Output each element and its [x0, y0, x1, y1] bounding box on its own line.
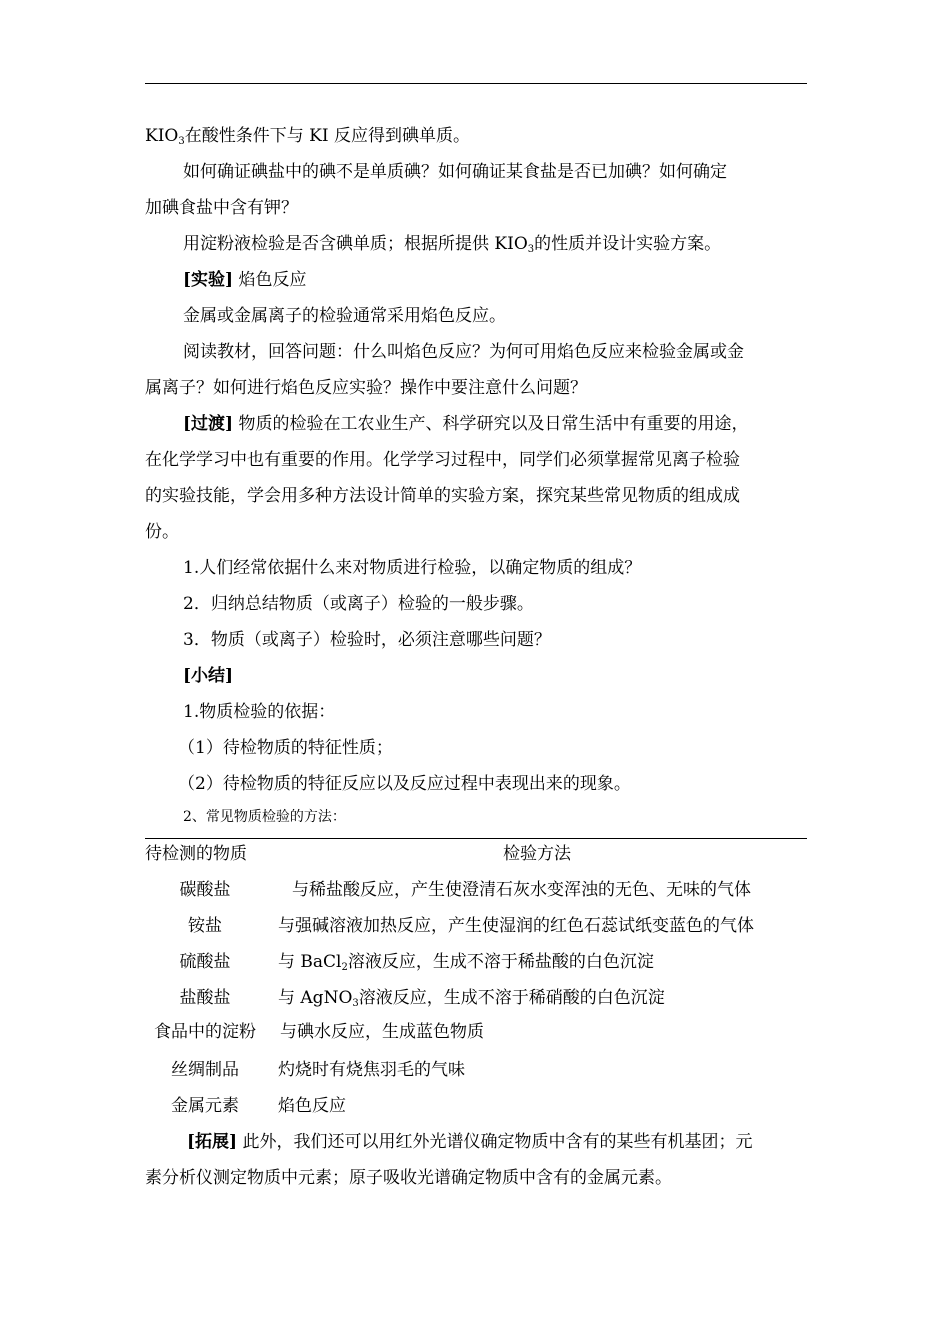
para-reading-line1: 阅读教材，回答问题：什么叫焰色反应？为何可用焰色反应来检验金属或金: [183, 342, 744, 362]
extension-line2: 素分析仪测定物质中元素；原子吸收光谱确定物质中含有的金属元素。: [145, 1168, 672, 1188]
table-row-substance: 碳酸盐: [179, 880, 231, 900]
para-starch-test: 用淀粉液检验是否含碘单质；根据所提供 $KIO_3$的性质并设计实验方案。: [183, 234, 722, 255]
transition-line3: 的实验技能，学会用多种方法设计简单的实验方案，探究某些常见物质的组成成: [145, 486, 740, 506]
para-kio3: $KIO_3$在酸性条件下与 KI 反应得到碘单质。: [145, 126, 470, 147]
table-row-method: 与 AgNO$_3$溶液反应，生成不溶于稀硝酸的白色沉淀: [278, 988, 665, 1009]
para-reading-line2: 属离子？如何进行焰色反应实验？操作中要注意什么问题？: [145, 378, 587, 398]
transition-line1: [过渡] 物质的检验在工农业生产、科学研究以及日常生活中有重要的用途，: [183, 414, 749, 434]
table-row-method: 与强碱溶液加热反应，产生使湿润的红色石蕊试纸变蓝色的气体: [278, 916, 754, 936]
table-row-substance: 铵盐: [188, 916, 222, 936]
table-row-method: 与 BaCl$_2$溶液反应，生成不溶于稀盐酸的白色沉淀: [278, 952, 654, 973]
table-header-substance: 待检测的物质: [145, 844, 247, 864]
basis-title: 1.物质检验的依据：: [183, 702, 336, 722]
para-flame-intro: 金属或金属离子的检验通常采用焰色反应。: [183, 306, 506, 326]
summary-heading: [小结]: [183, 666, 234, 686]
table-row-substance: 食品中的淀粉: [154, 1022, 256, 1042]
extension-line1: [拓展] 此外，我们还可以用红外光谱仪确定物质中含有的某些有机基团；元: [187, 1132, 753, 1152]
table-row-substance: 金属元素: [171, 1096, 239, 1116]
table-row-substance: 盐酸盐: [179, 988, 231, 1008]
table-row-substance: 硫酸盐: [179, 952, 231, 972]
question-3: 3．物质（或离子）检验时，必须注意哪些问题？: [183, 630, 551, 650]
table-header-method: 检验方法: [503, 844, 571, 864]
question-2: 2．归纳总结物质（或离子）检验的一般步骤。: [183, 594, 534, 614]
para-question-line1: 如何确证碘盐中的碘不是单质碘？如何确证某食盐是否已加碘？如何确定: [183, 162, 727, 182]
question-1: 1.人们经常依据什么来对物质进行检验，以确定物质的组成？: [183, 558, 642, 578]
table-top-rule: [145, 838, 807, 839]
table-row-method: 灼烧时有烧焦羽毛的气味: [278, 1060, 465, 1080]
basis-item-1: （1）待检物质的特征性质；: [178, 738, 393, 758]
basis-item-2: （2）待检物质的特征反应以及反应过程中表现出来的现象。: [178, 774, 631, 794]
table-row-substance: 丝绸制品: [171, 1060, 239, 1080]
para-question-line2: 加碘食盐中含有钾？: [145, 198, 298, 218]
header-rule: [145, 83, 807, 84]
transition-line2: 在化学学习中也有重要的作用。化学学习过程中，同学们必须掌握常见离子检验: [145, 450, 740, 470]
transition-line4: 份。: [145, 522, 179, 542]
table-row-method: 与稀盐酸反应，产生使澄清石灰水变浑浊的无色、无味的气体: [292, 880, 751, 900]
table-row-method: 焰色反应: [278, 1096, 346, 1116]
experiment-heading: [实验] 焰色反应: [183, 270, 307, 290]
table-row-method: 与碘水反应，生成蓝色物质: [280, 1022, 484, 1042]
methods-title: 2、常见物质检验的方法：: [183, 809, 346, 825]
